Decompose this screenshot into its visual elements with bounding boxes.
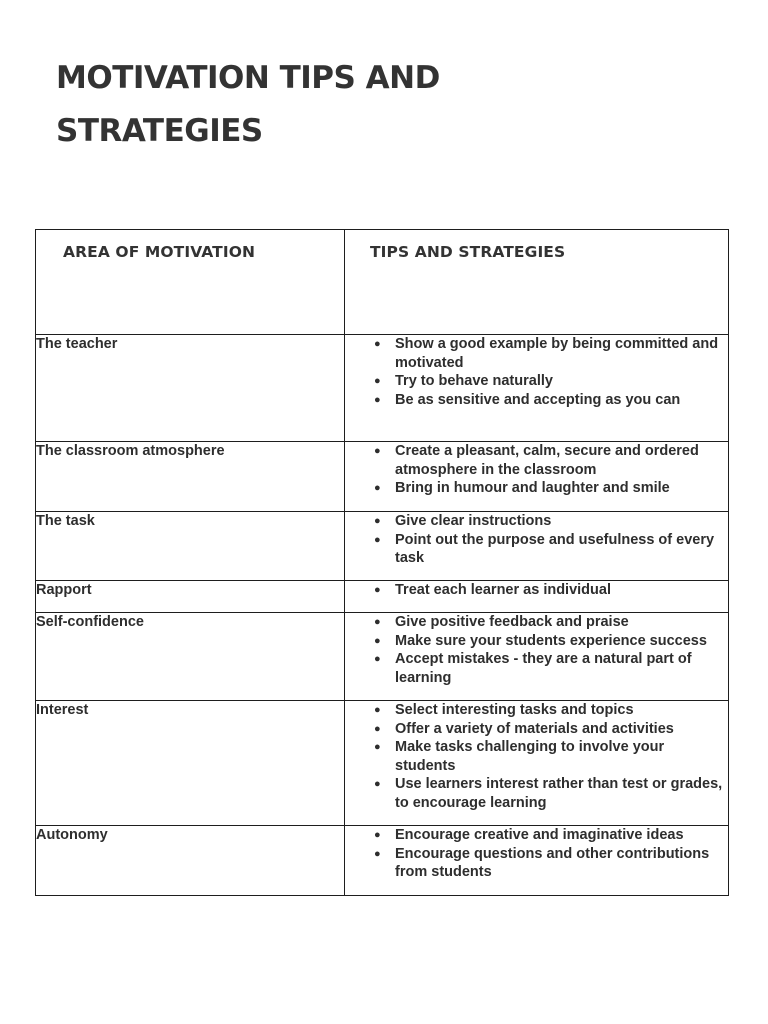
tip-text: Make tasks challenging to involve your students (395, 739, 665, 774)
table-row (36, 335, 729, 442)
page-title (56, 52, 616, 158)
bullet-icon: ● (374, 375, 381, 387)
area-label: The teacher (36, 336, 118, 352)
table-row (36, 512, 729, 581)
list-item (345, 701, 728, 720)
bullet-icon: ● (374, 616, 381, 628)
bullet-icon: ● (374, 584, 381, 596)
bullet-icon: ● (374, 704, 381, 716)
tips-cell (345, 512, 729, 581)
table-row (36, 826, 729, 896)
tip-text: Be as sensitive and accepting as you can (395, 391, 681, 408)
header-tips-label: TIPS AND STRATEGIES (370, 243, 566, 261)
tip-text: Try to behave naturally (395, 373, 553, 389)
list-item (345, 442, 728, 479)
tip-text: Create a pleasant, calm, secure and ordered atmosphere in the classroom (395, 443, 699, 478)
table-row (36, 442, 729, 512)
area-cell (36, 613, 345, 701)
area-cell (36, 826, 345, 896)
bullet-icon: ● (374, 634, 381, 647)
bullet-icon: ● (374, 778, 381, 790)
tips-cell (345, 581, 729, 613)
list-item (345, 581, 728, 600)
tip-text: Bring in humour and laughter and smile (395, 480, 670, 496)
tip-text: Offer a variety of materials and activities (395, 720, 674, 737)
tip-text: Give clear instructions (395, 513, 552, 529)
area-cell (36, 442, 345, 512)
tips-cell (345, 613, 729, 701)
area-label: The task (36, 513, 95, 529)
bullet-icon: ● (374, 653, 381, 665)
bullet-icon: ● (374, 482, 381, 494)
table-header-row (36, 230, 729, 335)
bullet-icon: ● (374, 445, 381, 457)
list-item (345, 738, 728, 775)
list-item (345, 826, 728, 845)
header-area (36, 230, 345, 335)
tip-text: Select interesting tasks and topics (395, 702, 634, 718)
tip-text: Encourage questions and other contributions from students (395, 845, 710, 880)
list-item (345, 391, 728, 410)
list-item (345, 632, 728, 651)
tips-cell (345, 701, 729, 826)
bullet-icon: ● (374, 393, 381, 406)
list-item (345, 845, 728, 882)
table-row (36, 581, 729, 613)
bullet-icon: ● (374, 741, 381, 753)
area-label: Autonomy (36, 827, 108, 843)
tips-list (345, 701, 728, 812)
tips-list (345, 613, 728, 687)
tips-list (345, 442, 728, 498)
tips-cell (345, 335, 729, 442)
tips-cell (345, 442, 729, 512)
tips-list (345, 512, 728, 568)
title-line: STRATEGIES (56, 113, 263, 149)
list-item (345, 775, 728, 812)
tip-text: Make sure your students experience success (395, 632, 707, 649)
header-tips (345, 230, 729, 335)
tip-text: Accept mistakes - they are a natural part of learning (395, 651, 692, 686)
area-cell (36, 581, 345, 613)
motivation-table (35, 229, 729, 896)
tip-text: Give positive feedback and praise (395, 614, 629, 630)
bullet-icon: ● (374, 722, 381, 735)
list-item (345, 479, 728, 498)
tips-list (345, 335, 728, 409)
title-line: MOTIVATION TIPS AND (56, 60, 440, 96)
area-cell (36, 512, 345, 581)
list-item (345, 720, 728, 739)
tip-text: Show a good example by being committed and motivated (395, 336, 719, 371)
list-item (345, 650, 728, 687)
bullet-icon: ● (374, 515, 381, 527)
tips-list (345, 581, 728, 600)
list-item (345, 335, 728, 372)
bullet-icon: ● (374, 533, 381, 546)
tip-text: Encourage creative and imaginative ideas (395, 827, 684, 843)
tip-text: Use learners interest rather than test or grades, to encourage learning (395, 776, 723, 811)
bullet-icon: ● (374, 829, 381, 841)
table-row (36, 613, 729, 701)
list-item (345, 512, 728, 531)
area-label: The classroom atmosphere (36, 443, 225, 459)
bullet-icon: ● (374, 847, 381, 860)
area-label: Rapport (36, 582, 92, 598)
bullet-icon: ● (374, 338, 381, 350)
header-area-label: AREA OF MOTIVATION (63, 243, 256, 261)
area-cell (36, 701, 345, 826)
table-body (36, 335, 729, 896)
area-label: Interest (36, 702, 89, 718)
area-label: Self-confidence (36, 614, 144, 630)
list-item (345, 613, 728, 632)
table-row (36, 701, 729, 826)
tip-text: Point out the purpose and usefulness of every task (395, 531, 715, 566)
tips-cell (345, 826, 729, 896)
list-item (345, 372, 728, 391)
list-item (345, 531, 728, 568)
tip-text: Treat each learner as individual (395, 582, 611, 598)
tips-list (345, 826, 728, 882)
area-cell (36, 335, 345, 442)
